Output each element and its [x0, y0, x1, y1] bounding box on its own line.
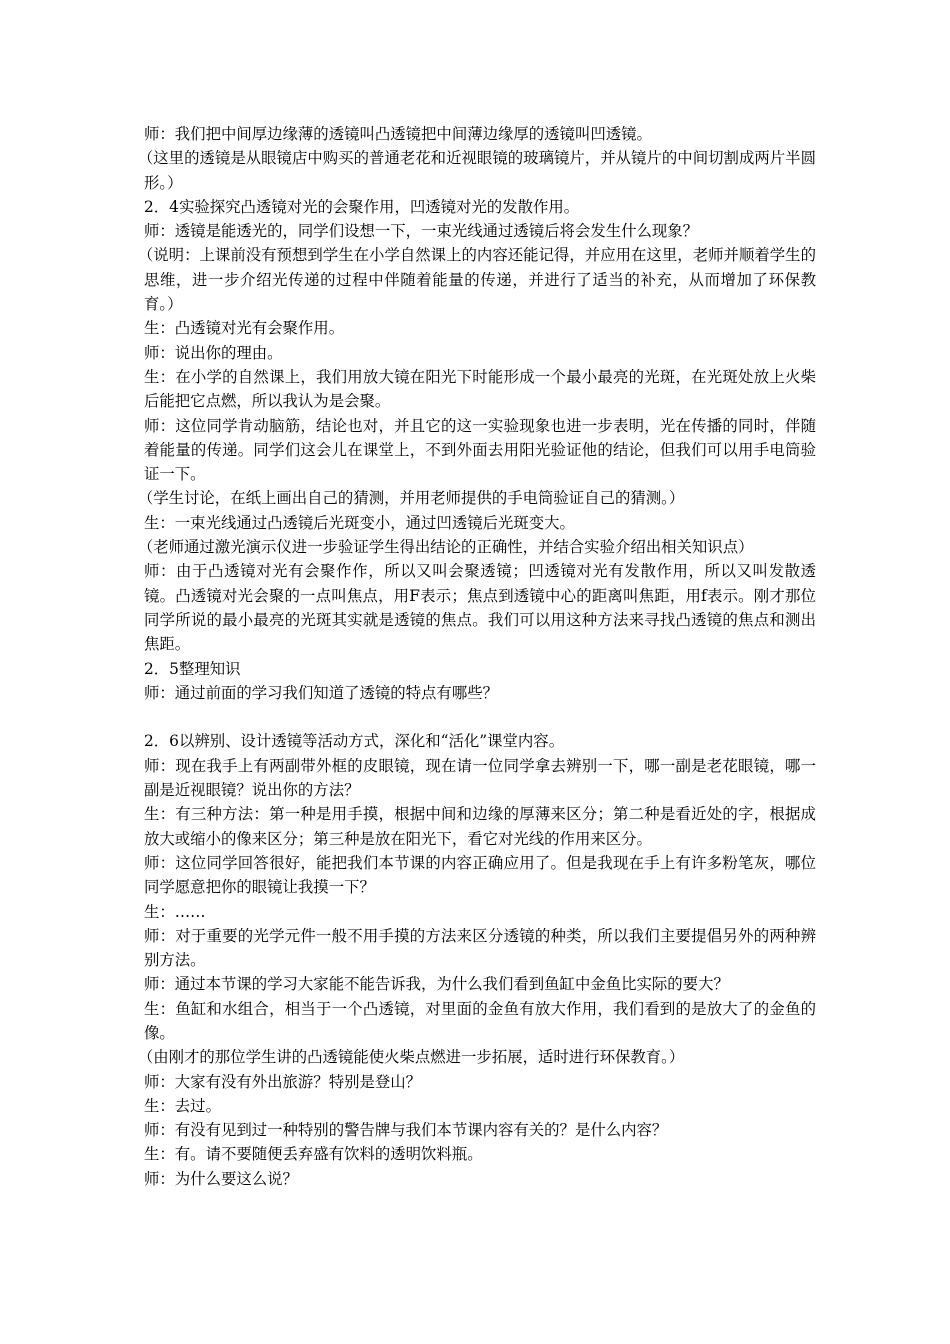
- paragraph: 师：这位同学回答很好，能把我们本节课的内容正确应用了。但是我现在手上有许多粉笔灰，哪位同学愿意把你的眼镜让我摸一下？: [144, 853, 816, 897]
- paragraph-note: （这里的透镜是从眼镜店中购买的普通老花和近视眼镜的玻璃镜片，并从镜片的中间切割成两片半圆形。）: [137, 149, 816, 192]
- paragraph: 生：凸透镜对光有会聚作用。: [144, 319, 345, 338]
- blank-line: [144, 705, 816, 729]
- paragraph-note: （学生讨论，在纸上画出自己的猜测，并用老师提供的手电筒验证自己的猜测。）: [137, 489, 685, 508]
- section-heading: 2．5整理知识: [144, 659, 241, 678]
- paragraph: 师：由于凸透镜对光有会聚作作，所以又叫会聚透镜；凹透镜对光有发散作用，所以又叫发散透镜。凸透镜对光会聚的一点叫焦点，用F表示；焦点到透镜中心的距离叫焦距，用f表示。刚才那位同学所说的最小最亮的光斑其实就是透镜的焦点。我们可以用这种方法来寻找凸透镜的焦点和测出焦距。: [144, 562, 816, 654]
- paragraph: 生：在小学的自然课上，我们用放大镜在阳光下时能形成一个最小最亮的光斑，在光斑处放上火柴后能把它点燃，所以我认为是会聚。: [144, 367, 816, 411]
- paragraph: 师：大家有没有外出旅游？特别是登山？: [144, 1072, 422, 1091]
- paragraph: 生：鱼缸和水组合，相当于一个凸透镜，对里面的金鱼有放大作用，我们看到的是放大了的金鱼的像。: [144, 999, 816, 1042]
- paragraph: 师：我们把中间厚边缘薄的透镜叫凸透镜把中间薄边缘厚的透镜叫凹透镜。: [144, 125, 652, 143]
- paragraph-note: （老师通过激光演示仪进一步验证学生得出结论的正确性，并结合实验介绍出相关知识点）: [137, 538, 754, 557]
- paragraph: 生：有。请不要随便丢弃盛有饮料的透明饮料瓶。: [144, 1145, 483, 1164]
- paragraph: 师：说出你的理由。: [144, 343, 283, 362]
- paragraph: 师：这位同学肯动脑筋，结论也对，并且它的这一实验现象也进一步表明，光在传播的同时，伴随着能量的传递。同学们这会儿在课堂上，不到外面去用阳光验证他的结论，但我们可以用手电筒验证一下。: [144, 416, 816, 484]
- paragraph: 师：对于重要的光学元件一般不用手摸的方法来区分透镜的种类，所以我们主要提倡另外的两种辨别方法。: [144, 926, 816, 970]
- section-heading: 2．6以辨别、设计透镜等活动方式，深化和“活化”课堂内容。: [144, 732, 565, 751]
- paragraph: 师：通过前面的学习我们知道了透镜的特点有哪些？: [144, 683, 498, 702]
- paragraph: 生：……: [144, 902, 206, 921]
- paragraph: 师：有没有见到过一种特别的警告牌与我们本节课内容有关的？是什么内容？: [144, 1121, 668, 1140]
- document-page: [137, 122, 816, 1191]
- paragraph: 生：一束光线通过凸透镜后光斑变小，通过凹透镜后光斑变大。: [144, 513, 575, 532]
- paragraph: 师：现在我手上有两副带外框的皮眼镜，现在请一位同学拿去辨别一下，哪一副是老花眼镜，哪一副是近视眼镜？说出你的方法？: [144, 756, 816, 800]
- paragraph: 师：通过本节课的学习大家能不能告诉我，为什么我们看到鱼缸中金鱼比实际的要大？: [144, 975, 729, 994]
- paragraph-note: （说明：上课前没有预想到学生在小学自然课上的内容还能记得，并应用在这里，老师并顺着学生的思维，进一步介绍光传递的过程中伴随着能量的传递，并进行了适当的补充，从而增加了环保教育。）: [137, 246, 816, 314]
- paragraph: 生：有三种方法：第一种是用手摸，根据中间和边缘的厚薄来区分；第二种是看近处的字，根据成放大或缩小的像来区分；第三种是放在阳光下，看它对光线的作用来区分。: [144, 805, 816, 848]
- paragraph: 师：透镜是能透光的，同学们设想一下，一束光线通过透镜后将会发生什么现象？: [144, 222, 699, 241]
- paragraph: 师：为什么要这么说？: [144, 1169, 298, 1188]
- paragraph-note: （由刚才的那位学生讲的凸透镜能使火柴点燃进一步拓展，适时进行环保教育。）: [137, 1048, 685, 1067]
- paragraph: 生：去过。: [144, 1096, 221, 1115]
- section-heading: 2．4实验探究凸透镜对光的会聚作用，凹透镜对光的发散作用。: [144, 197, 580, 216]
